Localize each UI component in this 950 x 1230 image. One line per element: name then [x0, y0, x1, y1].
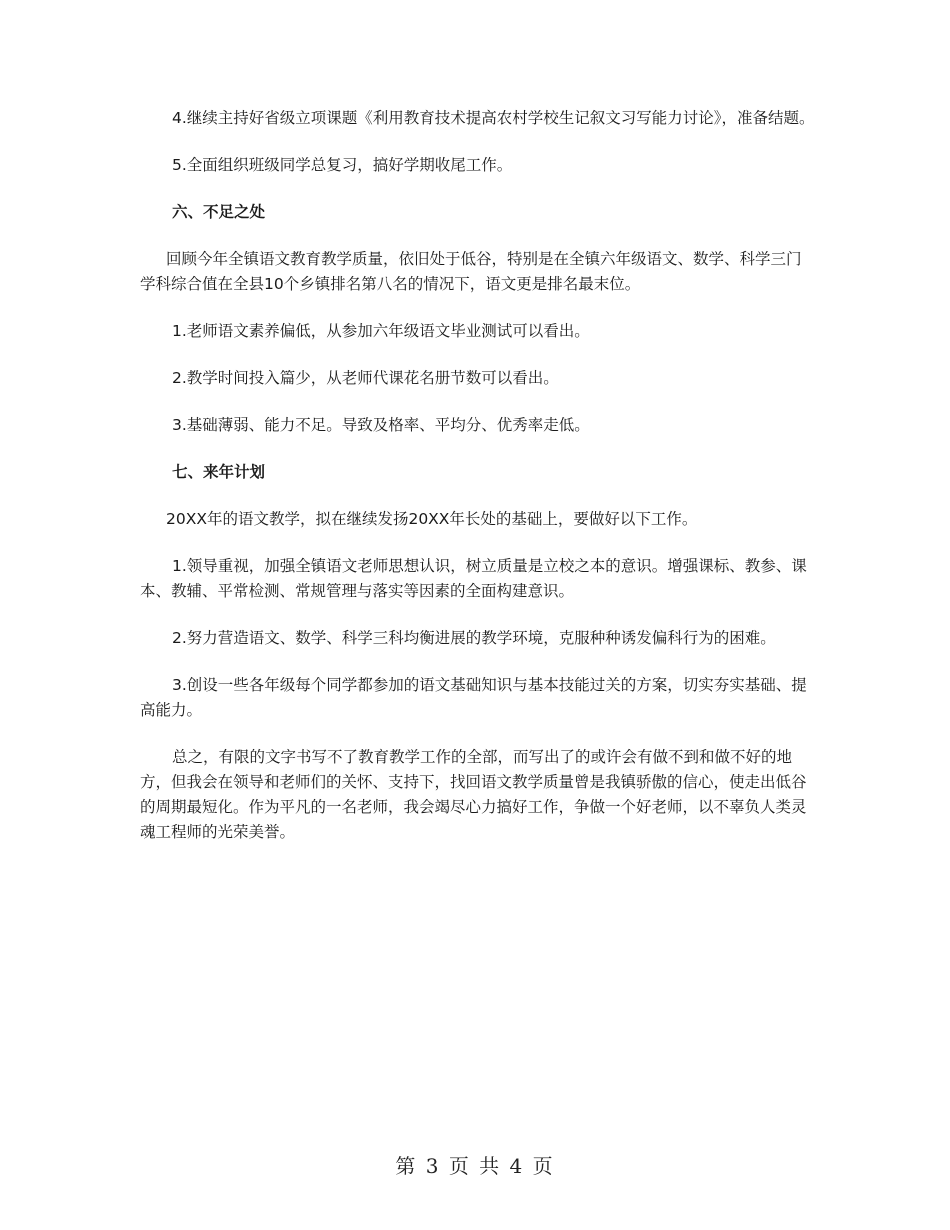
page-number-footer: 第 3 页 共 4 页	[395, 1154, 555, 1178]
document-body	[140, 106, 816, 867]
paragraph-plan-1: 1.领导重视，加强全镇语文老师思想认识，树立质量是立校之本的意识。增强课标、教参、课本、教辅、平常检测、常规管理与落实等因素的全面构建意识。	[140, 557, 807, 600]
paragraph-shortcoming-1: 1.老师语文素养偏低，从参加六年级语文毕业测试可以看出。	[172, 322, 590, 340]
paragraph-plan-3: 3.创设一些各年级每个同学都参加的语文基础知识与基本技能过关的方案，切实夯实基础、提高能力。	[140, 676, 807, 719]
paragraph-plan-intro: 20XX年的语文教学，拟在继续发扬20XX年长处的基础上，要做好以下工作。	[166, 510, 698, 528]
paragraph-item-5: 5.全面组织班级同学总复习，搞好学期收尾工作。	[172, 156, 513, 174]
paragraph-shortcoming-3: 3.基础薄弱、能力不足。导致及格率、平均分、优秀率走低。	[172, 416, 590, 434]
section-heading-shortcomings: 六、不足之处	[172, 203, 266, 221]
paragraph-review: 回顾今年全镇语文教育教学质量，依旧处于低谷，特别是在全镇六年级语文、数学、科学三门学科综合值在全县10个乡镇排名第八名的情况下，语文更是排名最末位。	[140, 250, 802, 293]
section-heading-next-year-plan: 七、来年计划	[172, 463, 266, 481]
paragraph-item-4: 4.继续主持好省级立项课题《利用教育技术提高农村学校生记叙文习写能力讨论》，准备结题。	[172, 109, 815, 127]
paragraph-conclusion: 总之，有限的文字书写不了教育教学工作的全部，而写出了的或许会有做不到和做不好的地方，但我会在领导和老师们的关怀、支持下，找回语文教学质量曾是我镇骄傲的信心，使走出低谷的周期最短化。作为平凡的一名老师，我会竭尽心力搞好工作，争做一个好老师，以不辜负人类灵魂工程师的光荣美誉。	[140, 748, 807, 841]
paragraph-plan-2: 2.努力营造语文、数学、科学三科均衡进展的教学环境，克服种种诱发偏科行为的困难。	[172, 629, 776, 647]
paragraph-shortcoming-2: 2.教学时间投入篇少，从老师代课花名册节数可以看出。	[172, 369, 559, 387]
